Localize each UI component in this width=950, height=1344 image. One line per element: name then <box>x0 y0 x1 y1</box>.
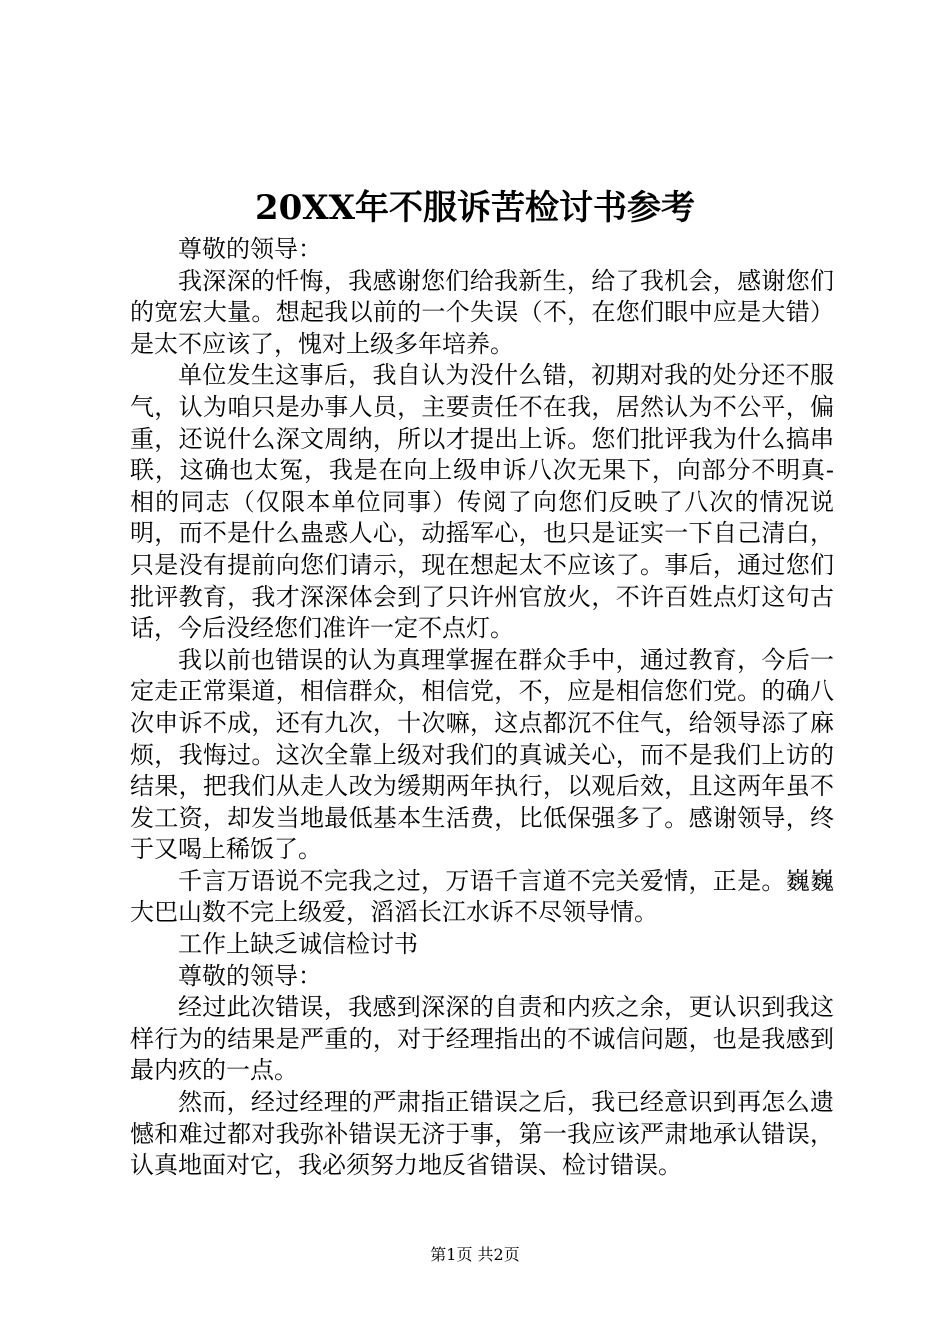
document-body <box>130 234 834 1182</box>
paragraph: 单位发生这事后，我自认为没什么错，初期对我的处分还不服气，认为咱只是办事人员，主要责任不在我，居然认为不公平，偏重，还说什么深文周纳，所以才提出上诉。您们批评我为什么搞串联，这确也太冤，我是在向上级申诉八次无果下，向部分不明真-相的同志（仅限本单位同事）传阅了向您们反映了八次的情况说明，而不是什么蛊惑人心，动摇军心，也只是证实一下自己清白，只是没有提前向您们请示，现在想起太不应该了。事后，通过您们批评教育，我才深深体会到了只许州官放火，不许百姓点灯这句古话，今后没经您们准许一定不点灯。 <box>130 361 834 643</box>
salutation: 尊敬的领导： <box>178 235 322 263</box>
paragraph: 我深深的忏悔，我感谢您们给我新生，给了我机会，感谢您们的宽宏大量。想起我以前的一个失误（不，在您们眼中应是大错）是太不应该了，愧对上级多年培养。 <box>130 266 834 358</box>
salutation: 尊敬的领导： <box>178 961 322 990</box>
section-heading: 工作上缺乏诚信检讨书 <box>178 930 418 959</box>
document-title: 20XX年不服诉苦检讨书参考 <box>254 188 696 228</box>
paragraph: 然而，经过经理的严肃指正错误之后，我已经意识到再怎么遗憾和难过都对我弥补错误无济于事，第一我应该严肃地承认错误，认真地面对它，我必须努力地反省错误、检讨错误。 <box>130 1088 834 1180</box>
paragraph: 经过此次错误，我感到深深的自责和内疚之余，更认识到我这样行为的结果是严重的，对于经理指出的不诚信问题，也是我感到最内疚的一点。 <box>130 993 834 1085</box>
page-footer: 第1页 共2页 <box>430 1245 520 1264</box>
paragraph: 我以前也错误的认为真理掌握在群众手中，通过教育，今后一定走正常渠道，相信群众，相信党，不，应是相信您们党。的确八次申诉不成，还有九次，十次嘛，这点都沉不住气，给领导添了麻烦，我悔过。这次全靠上级对我们的真诚关心，而不是我们上访的结果，把我们从走人改为缓期两年执行，以观后效，且这两年虽不发工资，却发当地最低基本生活费，比低保强多了。感谢领导，终于又喝上稀饭了。 <box>130 645 834 864</box>
paragraph: 千言万语说不完我之过，万语千言道不完关爱情，正是。巍巍大巴山数不完上级爱，滔滔长江水诉不尽领导情。 <box>130 866 834 927</box>
